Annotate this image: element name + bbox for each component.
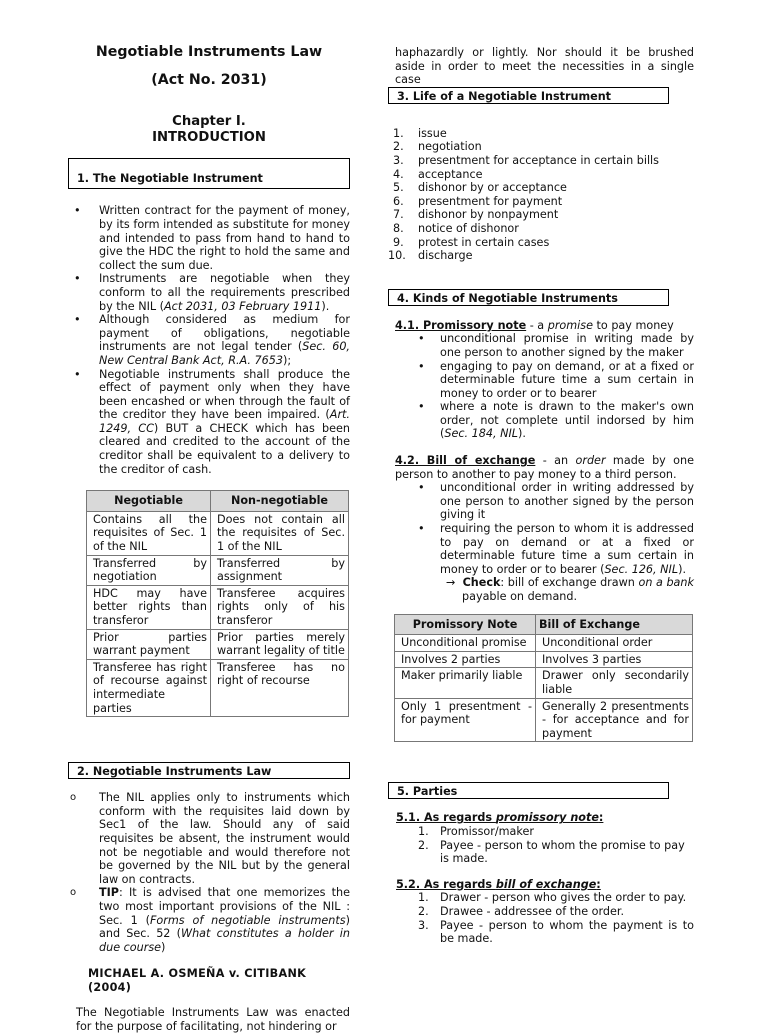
arrow-icon: → (446, 576, 456, 590)
table-cell: Drawer only secondarily liable (536, 668, 693, 698)
case-title: MICHAEL A. OSMEÑA v. CITIBANK (2004) (88, 967, 307, 994)
section-5-heading: 5. Parties (388, 782, 669, 799)
table-cell: Transferred by negotiation (87, 555, 211, 585)
list-item: • where a note is drawn to the maker's own order, not complete until indorsed by him (Sec. 184, NIL). (388, 400, 694, 441)
table-row (87, 511, 349, 555)
promissory-parties-list (388, 825, 694, 866)
table-row (395, 635, 693, 652)
list-item: o The NIL applies only to instruments which conform with the requisites laid down by Sec1 of the law. Should any of said requisites be absent, the instrument would not be negotiable and would therefore not be governed by the NIL but by the general law on contracts. (68, 791, 350, 886)
note-vs-bill-table (394, 614, 693, 743)
list-item: 1. issue (393, 126, 447, 140)
list-item: 3. presentment for acceptance in certain bills (393, 153, 659, 167)
promissory-parties-heading: 5.1. As regards promissory note: (396, 811, 604, 825)
list-item: 3. Payee - person to whom the payment is to be made. (418, 918, 694, 946)
list-item: • Although considered as medium for payment of obligations, negotiable instruments are not legal tender (Sec. 60, New Central Bank Act, R.A. 7653); (68, 313, 350, 367)
table-header: Promissory Note (395, 614, 536, 635)
table-cell: Contains all the requisites of Sec. 1 of the NIL (87, 511, 211, 555)
table-cell: Only 1 presentment - for payment (395, 698, 536, 742)
chapter-number: Chapter I. (172, 114, 246, 130)
life-stages-list (388, 127, 694, 263)
section-1-bullets (68, 204, 350, 476)
list-item: 7. dishonor by nonpayment (393, 208, 559, 222)
chapter-name: INTRODUCTION (152, 129, 266, 145)
bill-of-exchange-bullets (388, 481, 694, 576)
section-2-items (68, 791, 350, 954)
table-cell: Maker primarily liable (395, 668, 536, 698)
list-item (68, 204, 350, 272)
promissory-note-bullets (388, 332, 694, 441)
table-cell: Transferee acquires rights only of his transferor (211, 585, 349, 629)
table-cell: Involves 3 parties (536, 651, 693, 668)
check-definition: → Check: bill of exchange drawn on a bank payable on demand. (446, 576, 694, 603)
table-cell: Prior parties merely warrant legality of title (211, 629, 349, 659)
bill-parties-list (388, 891, 694, 945)
list-item: 5. dishonor by or acceptance (393, 181, 567, 195)
bill-of-exchange-definition: 4.2. Bill of exchange - an order made by one person to another to pay money to a third person. (395, 454, 694, 481)
list-item: • unconditional order in writing addressed by one person to another signed by the person giving it (388, 481, 694, 522)
list-item: 10. discharge (388, 249, 473, 263)
list-item: 1. Drawer - person who gives the order to pay. (418, 891, 687, 905)
table-cell: Unconditional promise (395, 635, 536, 652)
table-row (395, 651, 693, 668)
list-item: 9. protest in certain cases (393, 235, 550, 249)
table-cell: Involves 2 parties (395, 651, 536, 668)
table-cell: Unconditional order (536, 635, 693, 652)
table-row (87, 629, 349, 659)
tip-label: TIP (99, 886, 119, 900)
bill-parties-heading: 5.2. As regards bill of exchange: (396, 877, 601, 891)
negotiable-comparison-table (86, 490, 349, 717)
list-item: 2. Payee - person to whom the promise to pay is made. (418, 838, 685, 866)
section-3-heading: 3. Life of a Negotiable Instrument (388, 87, 669, 104)
table-header: Non-negotiable (211, 491, 349, 512)
table-row (87, 585, 349, 629)
bullet-text: Written contract for the payment of money, by its form intended as substitute for money and intended to pass from hand to hand to give the HDC the right to hold the same and collect the sum due. (99, 204, 350, 272)
list-item: • engaging to pay on demand, or at a fixed or determinable future time a sum certain in money to order or to bearer (388, 360, 694, 401)
table-row (87, 555, 349, 585)
table-cell: Generally 2 presentments - for acceptance and for payment (536, 698, 693, 742)
table-cell: Does not contain all the requisites of Sec. 1 of the NIL (211, 511, 349, 555)
table-row (395, 668, 693, 698)
document-title: Negotiable Instruments Law (95, 44, 323, 60)
act-number: (Act No. 2031) (151, 71, 267, 88)
continued-text: haphazardly or lightly. Nor should it be brushed aside in order to meet the necessities in a single case (395, 46, 694, 87)
table-header: Bill of Exchange (536, 614, 693, 635)
list-item: 4. acceptance (393, 167, 483, 181)
list-item: • requiring the person to whom it is addressed to pay on demand or at a fixed or determinable future time a sum certain in money to order or to bearer (Sec. 126, NIL). (388, 522, 694, 576)
right-column (388, 0, 694, 946)
list-item: 1. Promissor/maker (418, 824, 534, 838)
table-cell: HDC may have better rights than transferor (87, 585, 211, 629)
list-item: • Instruments are negotiable when they conform to all the requirements prescribed by the NIL (Act 2031, 03 February 1911). (68, 272, 350, 313)
section-1-heading: 1. The Negotiable Instrument (68, 158, 350, 189)
case-text: The Negotiable Instruments Law was enacted for the purpose of facilitating, not hindering or (76, 1006, 350, 1034)
table-row (87, 659, 349, 716)
list-item: • unconditional promise in writing made by one person to another signed by the maker (388, 332, 694, 359)
list-item: 6. presentment for payment (393, 194, 563, 208)
list-item: 2. Drawee - addressee of the order. (418, 904, 625, 918)
promissory-note-definition: 4.1. Promissory note - a promise to pay money (395, 318, 674, 332)
list-item: 8. notice of dishonor (393, 221, 519, 235)
list-item: o TIP: It is advised that one memorizes the two most important provisions of the NIL : Sec. 1 (Forms of negotiable instruments) and Sec. 52 (What constitutes a holder in due course) (68, 886, 350, 954)
table-row (395, 698, 693, 742)
table-cell: Transferee has right of recourse against intermediate parties (87, 659, 211, 716)
section-2-heading: 2. Negotiable Instruments Law (68, 762, 350, 779)
table-header: Negotiable (87, 491, 211, 512)
table-cell: Transferred by assignment (211, 555, 349, 585)
table-cell: Transferee has no right of recourse (211, 659, 349, 716)
list-item: 2. negotiation (393, 140, 482, 154)
table-cell: Prior parties warrant payment (87, 629, 211, 659)
section-4-heading: 4. Kinds of Negotiable Instruments (388, 289, 669, 306)
list-item: • Negotiable instruments shall produce the effect of payment only when they have been encashed or when through the fault of the creditor they have been impaired. (Art. 1249, CC) BUT a CHECK which has been cleared and credited to the account of the creditor shall be equivalent to a delivery to the creditor of cash. (68, 368, 350, 477)
left-column (68, 0, 350, 1034)
